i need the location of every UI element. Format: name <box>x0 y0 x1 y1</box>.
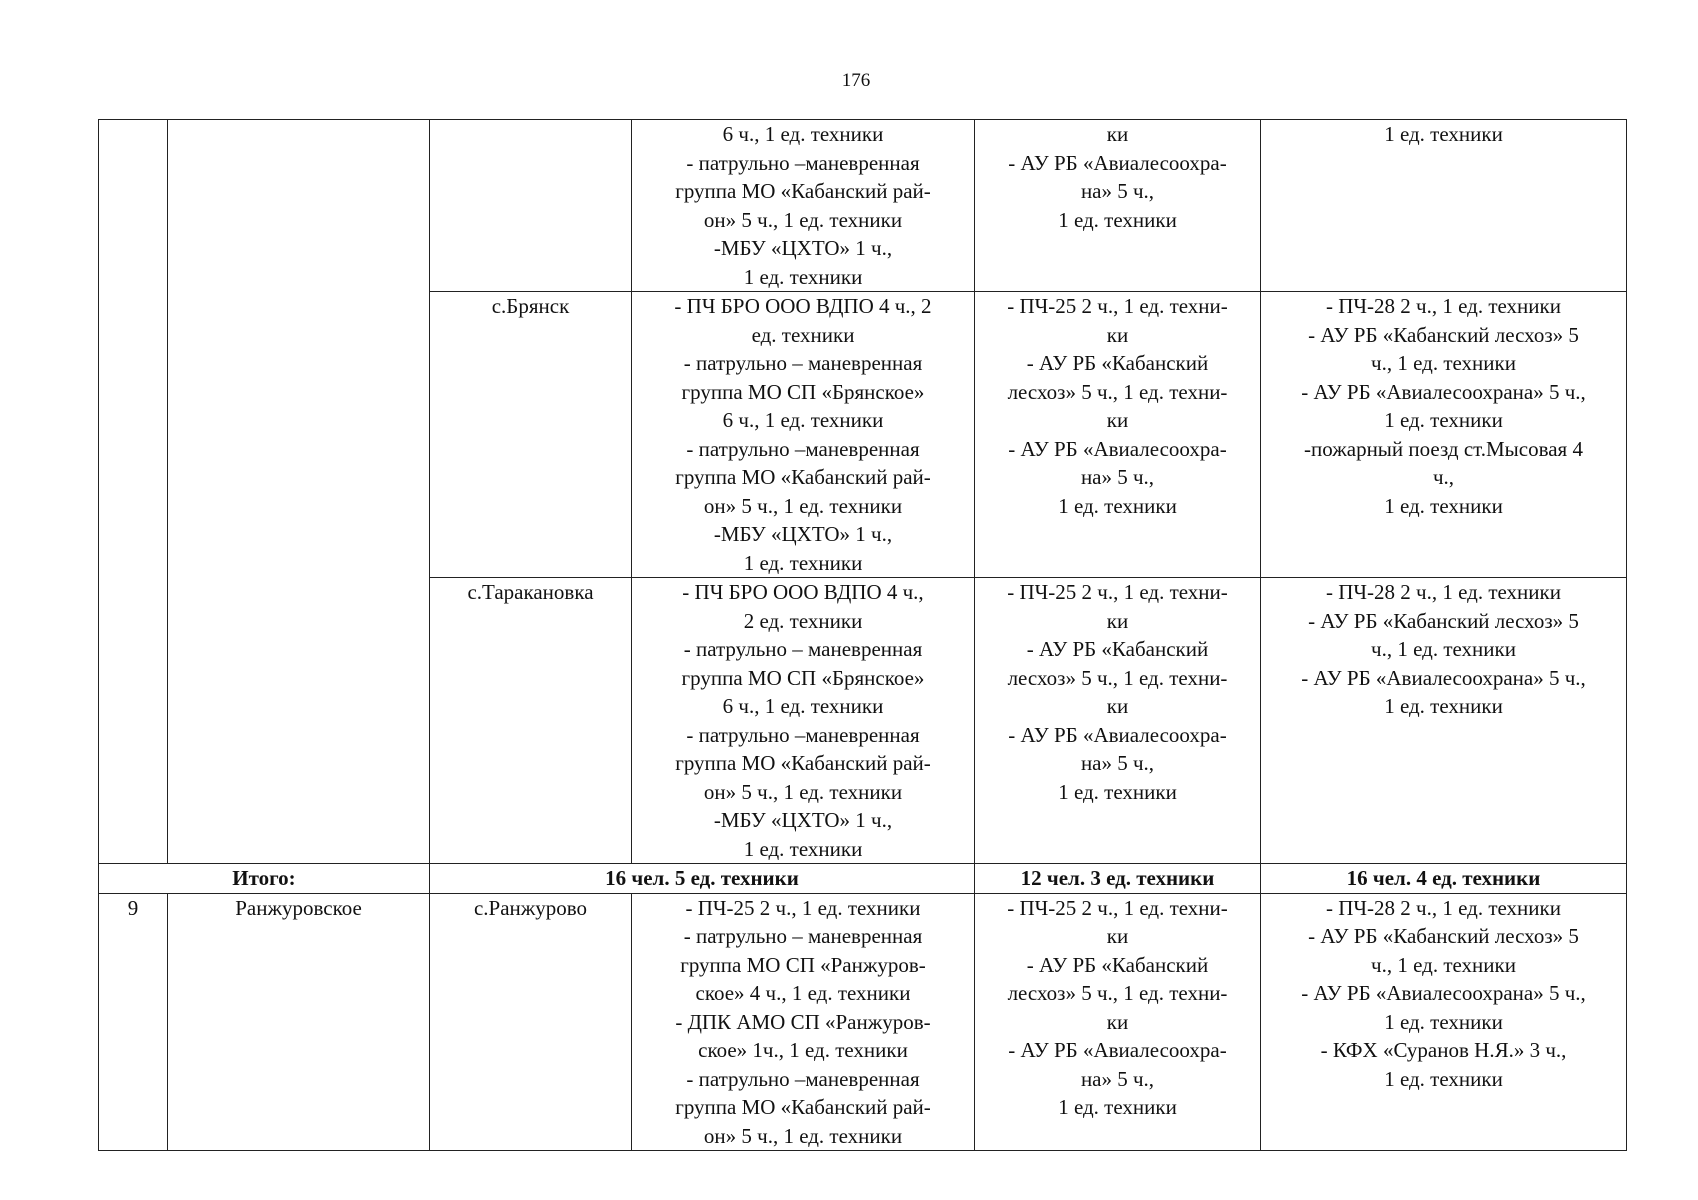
reserve2-cell-line: ч., 1 ед. техники <box>1371 351 1516 375</box>
forces-cell-line: - патрульно –маневренная <box>686 150 920 175</box>
municipality-cell: Ранжуровское <box>168 893 430 1151</box>
reserve1-cell-line: - АУ РБ «Кабанский <box>1026 351 1209 375</box>
total-forces: 16 чел. 5 ед. техники <box>430 864 975 894</box>
forces-cell-line: ед. техники <box>751 322 855 347</box>
forces-cell-line: 6 ч., 1 ед. техники <box>722 694 884 718</box>
forces-cell-line: - патрульно – маневренная <box>683 637 923 661</box>
settlement-cell: с.Таракановка <box>430 578 632 864</box>
forces-cell <box>632 292 975 578</box>
reserve2-cell-line: - АУ РБ «Авиалесоохрана» 5 ч., <box>1301 981 1586 1005</box>
forces-cell-line: - патрульно –маневренная <box>686 722 920 747</box>
reserve2-cell-line: - КФХ «Суранов Н.Я.» 3 ч., <box>1320 1038 1567 1062</box>
reserve1-cell-line: ки <box>1106 122 1129 146</box>
reserve2-cell-line: ч., 1 ед. техники <box>1371 952 1516 977</box>
municipality-cell <box>168 120 430 864</box>
forces-cell-line: группа МО «Кабанский рай- <box>675 465 931 489</box>
reserve2-cell-line: - АУ РБ «Кабанский лесхоз» 5 <box>1308 924 1579 948</box>
total-reserve1: 12 чел. 3 ед. техники <box>975 864 1261 894</box>
reserve1-cell <box>975 578 1261 864</box>
forces-cell-line: 6 ч., 1 ед. техники <box>722 122 884 146</box>
reserve2-cell-line: - ПЧ-28 2 ч., 1 ед. техники <box>1326 294 1561 318</box>
reserve2-cell-line: - ПЧ-28 2 ч., 1 ед. техники <box>1326 895 1561 920</box>
reserve2-cell-line: - АУ РБ «Кабанский лесхоз» 5 <box>1308 322 1579 347</box>
number-cell <box>99 120 168 864</box>
reserve1-cell-line: - ПЧ-25 2 ч., 1 ед. техни- <box>1007 294 1228 318</box>
forces-cell-line: - ПЧ БРО ООО ВДПО 4 ч., <box>682 580 924 604</box>
reserve2-cell-line: 1 ед. техники <box>1384 1066 1503 1091</box>
settlement-cell: с.Ранжурово <box>430 893 632 1151</box>
reserve1-cell-line: - АУ РБ «Авиалесоохра- <box>1008 436 1227 461</box>
reserve1-cell-line: - ПЧ-25 2 ч., 1 ед. техни- <box>1007 895 1228 920</box>
reserve1-cell-line: 1 ед. техники <box>1058 493 1177 518</box>
forces-cell-line: -МБУ «ЦХТО» 1 ч., <box>713 236 893 260</box>
number-cell: 9 <box>99 893 168 1151</box>
reserve2-cell-line: - АУ РБ «Кабанский лесхоз» 5 <box>1308 608 1579 633</box>
reserve2-cell-line: -пожарный поезд ст.Мысовая 4 <box>1304 436 1583 461</box>
forces-cell-line: 6 ч., 1 ед. техники <box>722 408 884 432</box>
reserve1-cell <box>975 292 1261 578</box>
forces-cell-line: 2 ед. техники <box>743 608 863 633</box>
reserve1-cell-line: - АУ РБ «Авиалесоохра- <box>1008 1038 1227 1062</box>
reserve1-cell-line: ки <box>1106 924 1129 948</box>
forces-cell-line: он» 5 ч., 1 ед. техники <box>703 207 903 232</box>
reserve1-cell <box>975 120 1261 292</box>
reserve1-cell-line: 1 ед. техники <box>1058 779 1177 804</box>
reserve2-cell <box>1261 893 1627 1151</box>
total-row <box>99 864 1627 894</box>
reserve1-cell-line: ки <box>1106 408 1129 432</box>
forces-cell-line: он» 5 ч., 1 ед. техники <box>703 1123 903 1148</box>
reserve1-cell-line: 1 ед. техники <box>1058 207 1177 232</box>
forces-cell-line: ское» 4 ч., 1 ед. техники <box>695 981 911 1005</box>
reserve2-cell-line: 1 ед. техники <box>1384 122 1503 146</box>
forces-cell-line: - ПЧ БРО ООО ВДПО 4 ч., 2 <box>674 294 932 318</box>
reserve2-cell-line: 1 ед. техники <box>1384 1009 1503 1034</box>
forces-cell-line: - патрульно –маневренная <box>686 436 920 461</box>
forces-cell-line: группа МО СП «Ранжуров- <box>680 952 926 977</box>
table-row <box>99 120 1627 292</box>
forces-cell-line: 1 ед. техники <box>743 264 863 289</box>
reserve2-cell-line: - АУ РБ «Авиалесоохрана» 5 ч., <box>1301 665 1586 690</box>
reserve1-cell-line: лесхоз» 5 ч., 1 ед. техни- <box>1007 379 1228 404</box>
forces-cell-line: - патрульно –маневренная <box>686 1066 920 1091</box>
reserve2-cell <box>1261 292 1627 578</box>
forces-cell-line: 1 ед. техники <box>743 836 863 861</box>
forces-cell-line: ское» 1ч., 1 ед. техники <box>698 1038 908 1062</box>
reserve2-cell-line: 1 ед. техники <box>1384 694 1503 718</box>
reserve2-cell-line: - АУ РБ «Авиалесоохрана» 5 ч., <box>1301 379 1586 404</box>
reserve1-cell-line: ки <box>1106 322 1129 347</box>
forces-cell-line: -МБУ «ЦХТО» 1 ч., <box>713 808 893 832</box>
forces-cell-line: - ДПК АМО СП «Ранжуров- <box>675 1009 931 1034</box>
reserve2-cell-line: - ПЧ-28 2 ч., 1 ед. техники <box>1326 580 1561 604</box>
reserve2-cell-line: 1 ед. техники <box>1384 493 1503 518</box>
reserve1-cell-line: на» 5 ч., <box>1080 1066 1155 1091</box>
forces-cell-line: -МБУ «ЦХТО» 1 ч., <box>713 522 893 546</box>
table-body <box>99 120 1627 1151</box>
settlement-cell <box>430 120 632 292</box>
forces-cell-line: - патрульно – маневренная <box>683 924 923 948</box>
reserve1-cell-line: ки <box>1106 694 1129 718</box>
forces-cell-line: группа МО СП «Брянское» <box>681 379 925 404</box>
forces-cell-line: - патрульно – маневренная <box>683 351 923 375</box>
forces-cell-line: он» 5 ч., 1 ед. техники <box>703 493 903 518</box>
forces-cell <box>632 120 975 292</box>
reserve1-cell-line: лесхоз» 5 ч., 1 ед. техни- <box>1007 981 1228 1005</box>
forces-cell-line: 1 ед. техники <box>743 550 863 575</box>
reserve1-cell-line: на» 5 ч., <box>1080 751 1155 775</box>
reserve1-cell <box>975 893 1261 1151</box>
forces-cell-line: группа МО «Кабанский рай- <box>675 751 931 775</box>
reserve2-cell <box>1261 578 1627 864</box>
reserve2-cell-line: 1 ед. техники <box>1384 408 1503 432</box>
forces-cell <box>632 893 975 1151</box>
resources-table <box>98 119 1627 1151</box>
reserve1-cell-line: - ПЧ-25 2 ч., 1 ед. техни- <box>1007 580 1228 604</box>
reserve1-cell-line: - АУ РБ «Кабанский <box>1026 952 1209 977</box>
reserve1-cell-line: на» 5 ч., <box>1080 179 1155 203</box>
reserve2-cell-line: ч., 1 ед. техники <box>1371 637 1516 661</box>
reserve1-cell-line: - АУ РБ «Авиалесоохра- <box>1008 150 1227 175</box>
page-number: 176 <box>841 70 871 91</box>
table-row <box>99 893 1627 1151</box>
reserve2-cell-line: ч., <box>1432 465 1455 489</box>
forces-cell-line: группа МО СП «Брянское» <box>681 665 925 690</box>
forces-cell <box>632 578 975 864</box>
forces-cell-line: группа МО «Кабанский рай- <box>675 1095 931 1119</box>
reserve1-cell-line: - АУ РБ «Кабанский <box>1026 637 1209 661</box>
total-reserve2: 16 чел. 4 ед. техники <box>1261 864 1627 894</box>
reserve1-cell-line: на» 5 ч., <box>1080 465 1155 489</box>
forces-cell-line: он» 5 ч., 1 ед. техники <box>703 779 903 804</box>
reserve1-cell-line: - АУ РБ «Авиалесоохра- <box>1008 722 1227 747</box>
total-label: Итого: <box>99 864 430 894</box>
reserve1-cell-line: 1 ед. техники <box>1058 1095 1177 1119</box>
settlement-cell: с.Брянск <box>430 292 632 578</box>
reserve1-cell-line: ки <box>1106 1009 1129 1034</box>
reserve1-cell-line: ки <box>1106 608 1129 633</box>
reserve1-cell-line: лесхоз» 5 ч., 1 ед. техни- <box>1007 665 1228 690</box>
forces-cell-line: - ПЧ-25 2 ч., 1 ед. техники <box>685 895 921 920</box>
forces-cell-line: группа МО «Кабанский рай- <box>675 179 931 203</box>
reserve2-cell <box>1261 120 1627 292</box>
